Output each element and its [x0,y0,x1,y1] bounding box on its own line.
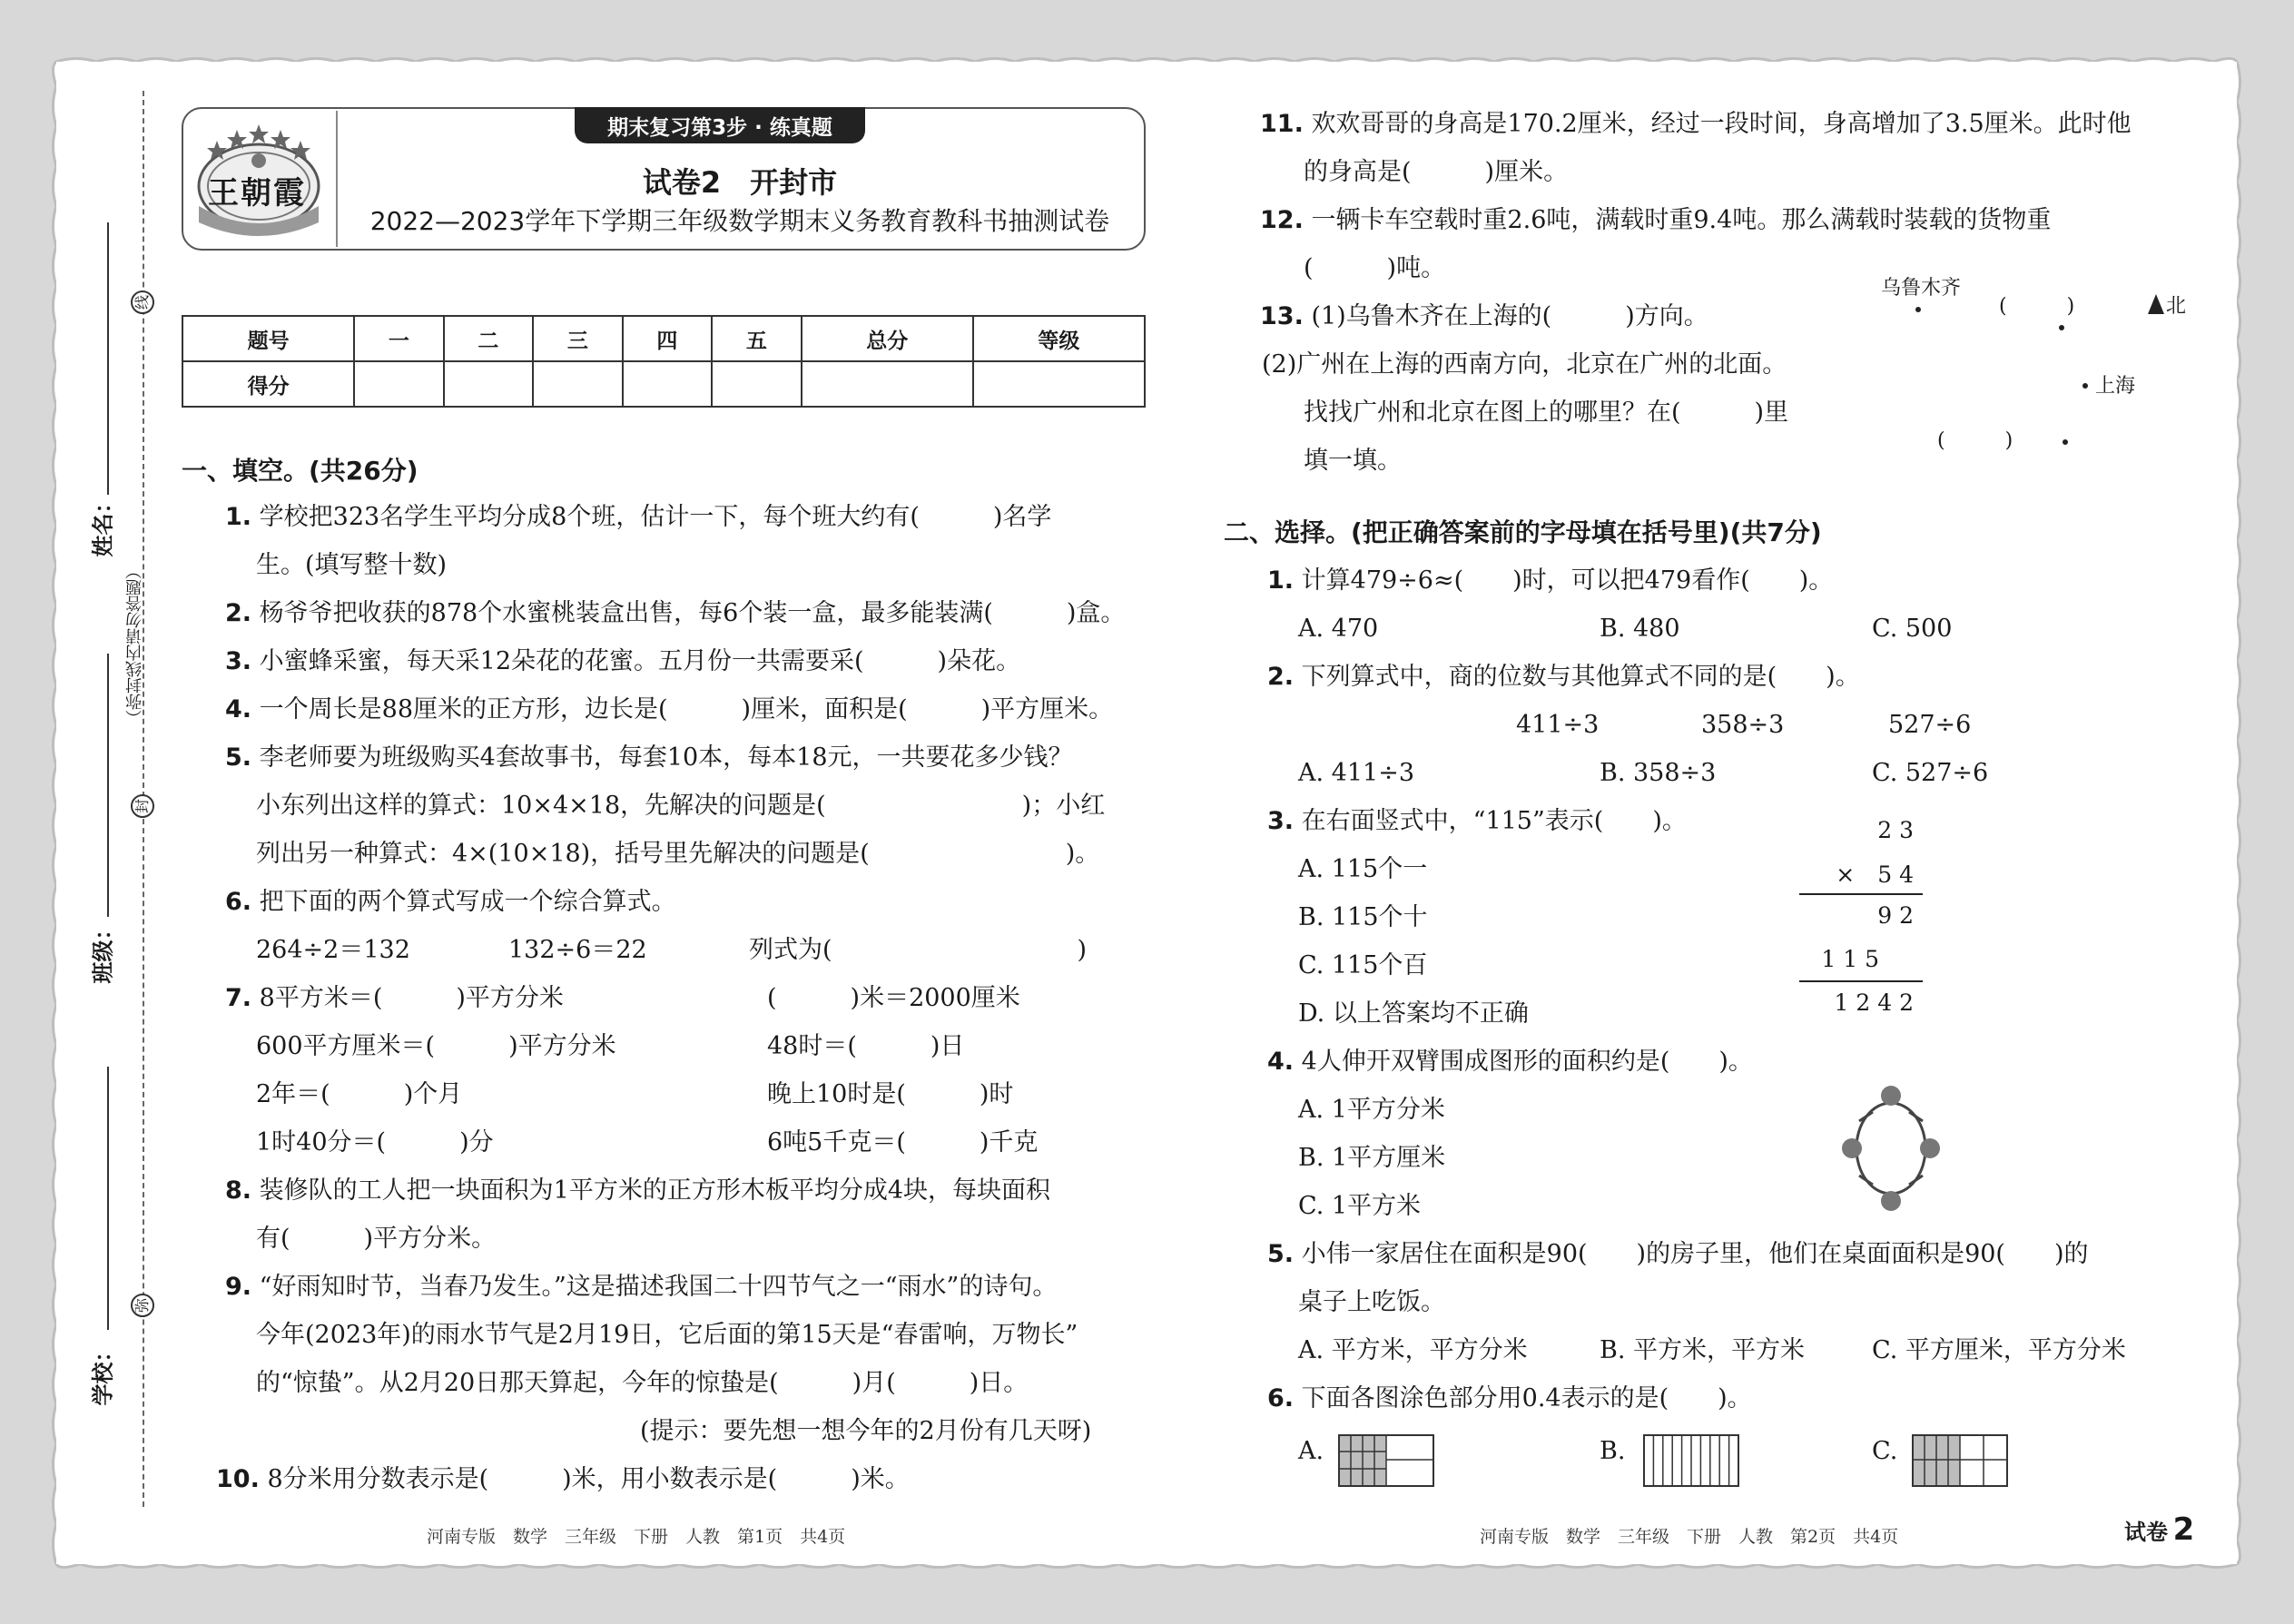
vmul-line [1799,893,1923,895]
score-input-cell[interactable] [802,361,973,407]
question-1-11 [1260,100,2222,148]
q2-2-expr2: 358÷3 [1701,711,1785,739]
vmul-partial-1: 9 2 [1877,902,1914,929]
map-blank-2[interactable]: ( ) [1937,429,2013,452]
q6-expr1: 264÷2＝132 [256,936,410,964]
question-1-3 [225,637,1187,685]
header-banner-text: 期末复习第3步 · 练真题 [607,116,832,140]
question-number: 4. [225,695,252,723]
question-1-5-cont2 [256,830,1218,878]
binding-char-xian: 线 [131,290,154,314]
score-cell: 三 [533,316,623,361]
paper-title: 试卷2 开封市 [642,165,838,200]
q7-h: 6吨5千克＝( )千克 [767,1128,1039,1156]
question-1-1 [225,493,1187,541]
question-1-2 [225,589,1187,637]
q7-e: 2年＝( )个月 [256,1080,463,1108]
question-text: 桌子上吃饭。 [1298,1288,1445,1316]
class-label: 班级： [90,918,116,984]
map-label-north: 北 [2166,295,2187,318]
q2-4-option-a[interactable]: A. 1平方分米 [1298,1096,1445,1124]
question-1-9 [225,1263,1187,1311]
q7-c: 600平方厘米＝( )平方分米 [256,1032,616,1060]
question-text: 李老师要为班级购买4套故事书，每套10本，每本18元，一共要花多少钱？ [259,743,1073,772]
vmul-partial-2: 1 1 5 [1821,946,1879,972]
score-input-cell[interactable] [533,361,623,407]
question-text: 计算479÷6≈( )时，可以把479看作( )。 [1301,566,1834,595]
question-number: 7. [225,984,252,1012]
score-cell: 五 [712,316,802,361]
score-table [182,315,1146,408]
vmul-result: 1 2 4 2 [1834,989,1914,1016]
score-input-cell[interactable] [712,361,802,407]
question-number: 11. [1260,110,1304,138]
q2-5-option-a[interactable]: A. 平方米，平方分米 [1298,1336,1528,1364]
question-text: 小伟一家居住在面积是90( )的房子里，他们在桌面面积是90( )的 [1301,1240,2089,1268]
question-number: 3. [225,647,252,675]
question-1-10 [216,1455,1178,1503]
question-text: 生。(填写整十数) [256,551,448,579]
score-table-header-row [182,316,1145,361]
q2-2-expr3: 527÷6 [1888,711,1972,739]
score-cell: 等级 [973,316,1145,361]
q7-d: 48时＝( )日 [767,1032,965,1060]
name-underline[interactable] [107,222,109,495]
name-label: 姓名： [90,491,116,557]
question-text: 的身高是( )厘米。 [1304,158,1569,186]
left-column [182,445,1153,1516]
vmul-line [1799,980,1923,982]
question-text: “好雨知时节，当春乃发生。”这是描述我国二十四节气之一“雨水”的诗句。 [259,1273,1058,1301]
question-1-8-cont [256,1215,1218,1263]
q2-3-option-a[interactable]: A. 115个一 [1298,855,1428,883]
question-text: 4人伸开双臂围成图形的面积约是( )。 [1301,1048,1753,1076]
question-1-12 [1260,196,2222,244]
map-dot [2063,439,2068,445]
question-text: 把下面的两个算式写成一个综合算式。 [259,888,676,916]
q2-5-option-b[interactable]: B. 平方米，平方米 [1600,1336,1806,1364]
page-badge-number: 2 [2172,1511,2195,1548]
page-badge-text: 试卷 [2124,1520,2168,1545]
school-underline[interactable] [107,1067,109,1330]
question-number: 4. [1267,1048,1295,1076]
question-text: 欢欢哥哥的身高是170.2厘米，经过一段时间，身高增加了3.5厘米。此时他 [1311,110,2132,138]
score-cell: 二 [444,316,534,361]
q2-3-option-d[interactable]: D. 以上答案均不正确 [1298,999,1529,1028]
question-text: 有( )平方分米。 [256,1225,497,1253]
question-2-2 [1267,653,2230,701]
question-number: 5. [1267,1240,1295,1268]
question-text: 填一填。 [1304,447,1402,475]
page-badge [2124,1511,2194,1548]
question-text: 小东列出这样的算式：10×4×18，先解决的问题是( )；小红 [256,792,1106,820]
question-1-13-cont3 [1304,437,1848,485]
footer-left: 河南专版 数学 三年级 下册 人教 第1页 共4页 [427,1527,846,1547]
score-input-cell[interactable] [354,361,444,407]
footer-right: 河南专版 数学 三年级 下册 人教 第2页 共4页 [1480,1527,1899,1547]
vmul-top: 2 3 [1877,817,1914,843]
score-row-label: 得分 [182,361,354,407]
question-text: 一辆卡车空载时重2.6吨，满载时重9.4吨。那么满载时装载的货物重 [1311,206,2052,234]
question-number: 3. [1267,807,1295,835]
question-2-1 [1267,556,2230,605]
question-1-8 [225,1166,1187,1215]
question-number: 1. [1267,566,1295,595]
question-number: 9. [225,1273,252,1301]
section2-title: 二、选择。(把正确答案前的字母填在括号里)(共7分) [1224,517,1822,547]
logo [186,113,331,244]
score-cell: 题号 [182,316,354,361]
question-text: 小蜜蜂采蜜，每天采12朵花的花蜜。五月份一共需要采( )朵花。 [259,647,1021,675]
q2-3-option-c[interactable]: C. 115个百 [1298,951,1428,979]
q2-4-option-b[interactable]: B. 1平方厘米 [1298,1144,1446,1172]
map-label-urumqi: 乌鲁木齐 [1881,277,1962,300]
question-text: 找找广州和北京在图上的哪里？在( )里 [1304,399,1789,427]
question-1-11-cont [1304,148,2266,196]
score-cell: 四 [623,316,713,361]
question-text: 下列算式中，商的位数与其他算式不同的是( )。 [1301,663,1860,691]
vmul-multiplier: × 5 4 [1836,861,1914,888]
exam-title: 2022—2023学年下学期三年级数学期末义务教育教科书抽测试卷 [369,206,1110,236]
question-1-13-cont2 [1304,389,1848,437]
map-dot [2059,325,2064,330]
q2-1-option-a[interactable]: A. 470 [1298,615,1379,643]
header-divider [336,111,338,247]
score-cell: 总分 [802,316,973,361]
question-number: 5. [225,743,252,772]
question-2-5-cont [1298,1278,2260,1326]
q2-2-expr1: 411÷3 [1516,711,1600,739]
score-table-score-row [182,361,1145,407]
question-number: 2. [1267,663,1295,691]
question-text: (1)乌鲁木齐在上海的( )方向。 [1311,302,1708,330]
logo-text: 王朝霞 [208,175,306,212]
q2-6-option-b[interactable]: B. [1600,1437,1626,1465]
right-column [1224,100,2199,1516]
q6-answer[interactable]: 列式为( ) [749,936,1088,964]
question-number: 1. [225,503,252,531]
map-label-shanghai: 上海 [2095,375,2136,398]
q7-g: 1时40分＝( )分 [256,1128,494,1156]
question-number: 6. [1267,1384,1295,1412]
question-1-1-cont [256,541,1218,589]
q2-1-option-b[interactable]: B. 480 [1600,615,1680,643]
score-input-cell[interactable] [973,361,1145,407]
grid-figure-c-icon [1912,1434,2008,1487]
question-text: ( )吨。 [1304,254,1446,282]
score-cell: 一 [354,316,444,361]
q2-2-option-c[interactable]: C. 527÷6 [1872,759,1989,787]
q2-1-option-c[interactable]: C. 500 [1872,615,1953,643]
map-blank-1[interactable]: ( ) [1999,295,2075,318]
question-1-13 [1260,292,1805,340]
class-underline[interactable] [107,654,109,917]
question-2-6 [1267,1374,2230,1422]
map-dot [1915,307,1921,312]
question-1-6 [225,878,1187,926]
question-number: 2. [225,599,252,627]
four-people-circle-icon [1841,1085,1941,1212]
direction-map [1863,272,2199,472]
question-number: 13. [1260,302,1304,330]
map-dot [2082,383,2088,389]
question-text: 8分米用分数表示是( )米，用小数表示是( )米。 [267,1465,910,1493]
q7-f: 晚上10时是( )时 [767,1080,1014,1108]
question-1-13-cont [1262,340,1843,389]
question-text: 下面各图涂色部分用0.4表示的是( )。 [1301,1384,1752,1412]
section1-title: 一、填空。(共26分) [182,456,418,486]
question-text: 8平方米＝( )平方分米 [259,984,564,1012]
question-text: 列出另一种算式：4×(10×18)，括号里先解决的问题是( )。 [256,840,1100,868]
question-2-3 [1267,797,2230,845]
question-1-5 [225,733,1187,782]
binding-note: （弥封线内请勿答题） [125,563,144,726]
grid-figure-b-icon [1643,1434,1739,1487]
score-input-cell[interactable] [444,361,534,407]
q2-4-option-c[interactable]: C. 1平方米 [1298,1192,1422,1220]
q2-2-option-a[interactable]: A. 411÷3 [1298,759,1414,787]
q7-b: ( )米＝2000厘米 [767,984,1020,1012]
q2-5-option-c[interactable]: C. 平方厘米，平方分米 [1872,1336,2126,1364]
q2-2-option-b[interactable]: B. 358÷3 [1600,759,1717,787]
q2-6-option-c[interactable]: C. [1872,1437,1898,1465]
question-text: 学校把323名学生平均分成8个班，估计一下，每个班大约有( )名学 [259,503,1052,531]
question-2-4 [1267,1038,2230,1086]
q2-6-option-a[interactable]: A. [1298,1437,1324,1465]
score-input-cell[interactable] [623,361,713,407]
question-text: (2)广州在上海的西南方向，北京在广州的北面。 [1262,350,1787,379]
question-1-7 [225,974,588,1022]
question-text: 装修队的工人把一块面积为1平方米的正方形木板平均分成4块，每块面积 [259,1176,1050,1205]
q6-expr2: 132÷6＝22 [508,936,647,964]
north-arrow-icon [2148,294,2164,314]
question-1-9-cont [256,1311,1218,1359]
question-text: 的“惊蛰”。从2月20日那天算起，今年的惊蛰是( )月( )日。 [256,1369,1029,1397]
school-label: 学校： [90,1340,116,1406]
question-number: 10. [216,1465,260,1493]
question-text: 杨爷爷把收获的878个水蜜桃装盒出售，每6个装一盒，最多能装满( )盒。 [259,599,1126,627]
question-text: 一个周长是88厘米的正方形，边长是( )厘米，面积是( )平方厘米。 [259,695,1114,723]
question-number: 12. [1260,206,1304,234]
question-2-5 [1267,1230,2230,1278]
binding-char-mi: 弥 [131,1294,154,1317]
question-text: 今年(2023年)的雨水节气是2月19日，它后面的第15天是“春雷响，万物长” [256,1321,1078,1349]
question-number: 8. [225,1176,252,1205]
question-1-4 [225,685,1187,733]
grid-figure-a-icon [1338,1434,1434,1487]
question-1-5-cont [256,782,1218,830]
q2-3-option-b[interactable]: B. 115个十 [1298,903,1428,931]
question-1-9-cont2 [256,1359,1218,1407]
question-text: 在右面竖式中，“115”表示( )。 [1301,807,1687,835]
question-number: 6. [225,888,252,916]
question-1-9-hint: (提示：要先想一想今年的2月份有几天呀) [640,1417,1092,1445]
binding-char-feng: 封 [131,794,154,818]
